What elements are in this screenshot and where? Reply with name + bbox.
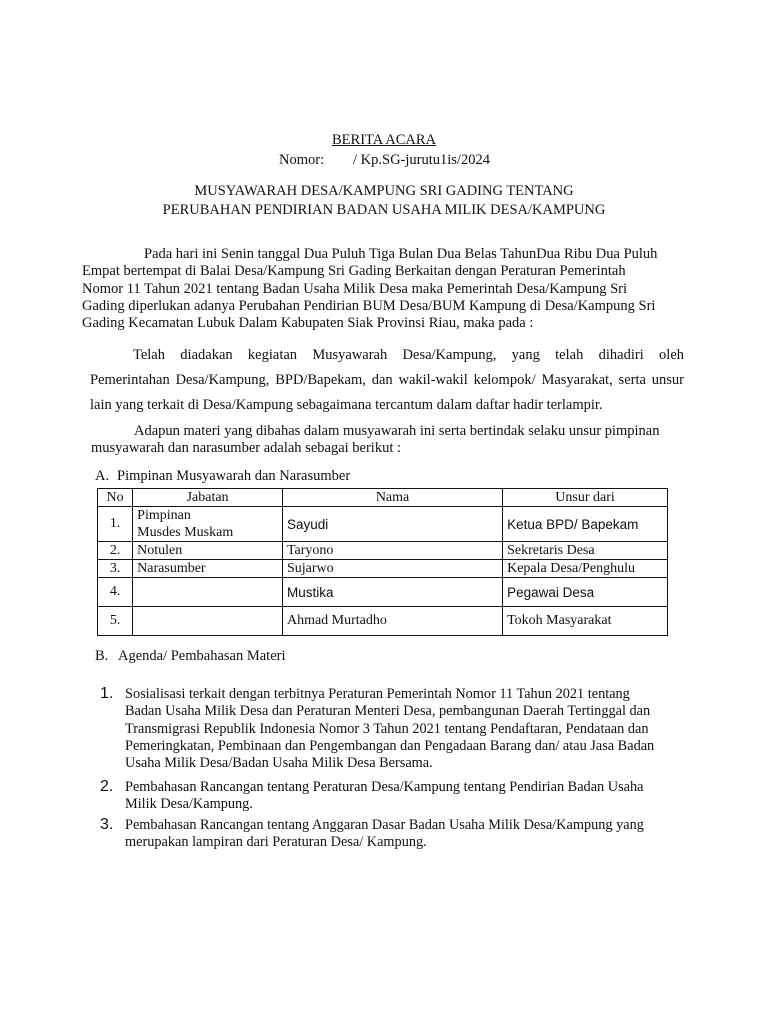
agenda-item-text [125, 779, 644, 814]
text-line: Pemeringkatan, Pembinaan dan Pengembangan dan Pengadaan Barang dan/ atau Jasa Badan [125, 737, 655, 754]
cell-jabatan [133, 578, 283, 607]
text-line: Milik Desa/Kampung. [125, 796, 253, 813]
column-header-unsur: Unsur dari [503, 489, 668, 507]
nomor-label: Nomor: [279, 152, 325, 168]
text-line: Sosialisasi terkait dengan terbitnya Peraturan Pemerintah Nomor 11 Tahun 2021 tentang [125, 686, 630, 702]
section-a-title: Pimpinan Musyawarah dan Narasumber [117, 468, 351, 484]
table-row [98, 578, 668, 607]
table-row [98, 607, 668, 636]
cell-unsur: Sekretaris Desa [503, 542, 668, 560]
cell-unsur: Kepala Desa/Penghulu [503, 560, 668, 578]
text-line: musyawarah dan narasumber adalah sebagai berikut : [91, 440, 402, 457]
agenda-item-text [125, 817, 644, 852]
column-header-jabatan: Jabatan [133, 489, 283, 507]
column-header-nama: Nama [282, 489, 502, 507]
section-b-title: Agenda/ Pembahasan Materi [118, 648, 286, 664]
cell-jabatan: Notulen [133, 542, 283, 560]
agenda-item-text [125, 686, 654, 772]
document-title: BERITA ACARA [332, 132, 436, 148]
text-line: Pembahasan Rancangan tentang Peraturan Desa/Kampung tentang Pendirian Badan Usaha [125, 779, 644, 795]
section-a-label: A. [95, 468, 110, 484]
text-line: Gading Kecamatan Lubuk Dalam Kabupaten Siak Provinsi Riau, maka pada : [82, 315, 534, 332]
cell-unsur: Pegawai Desa [503, 578, 668, 607]
cell-no: 3. [98, 560, 133, 578]
text-line: Gading diperlukan adanya Perubahan Pendirian BUM Desa/BUM Kampung di Desa/Kampung Sri [82, 297, 656, 314]
table-row [98, 507, 668, 542]
table-header-row [98, 489, 668, 507]
cell-unsur: Tokoh Masyarakat [503, 607, 668, 636]
cell-jabatan-line: Pimpinan [137, 508, 191, 523]
text-line: Usaha Milik Desa/Badan Usaha Milik Desa Bersama. [125, 755, 433, 772]
text-line: Empat bertempat di Balai Desa/Kampung Sri Gading Berkaitan dengan Peraturan Pemerintah [82, 263, 626, 280]
cell-no: 4. [98, 578, 133, 607]
paragraph-materials [91, 423, 691, 458]
cell-no: 2. [98, 542, 133, 560]
text-line: Pembahasan Rancangan tentang Anggaran Dasar Badan Usaha Milik Desa/Kampung yang [125, 817, 644, 833]
text-line: Adapun materi yang dibahas dalam musyawarah ini serta bertindak selaku unsur pimpinan [134, 423, 660, 439]
cell-jabatan: Narasumber [133, 560, 283, 578]
column-header-no: No [98, 489, 133, 507]
section-b-label: B. [95, 648, 109, 664]
cell-jabatan [133, 607, 283, 636]
text-line: Telah diadakan kegiatan Musyawarah Desa/Kampung, yang telah dihadiri oleh [133, 347, 684, 363]
text-line: Nomor 11 Tahun 2021 tentang Badan Usaha Milik Desa maka Pemerintah Desa/Kampung Sri [82, 280, 628, 297]
cell-jabatan-line: Musdes Muskam [137, 525, 234, 540]
paragraph-opening [82, 246, 682, 332]
text-line: Badan Usaha Milik Desa dan Peraturan Menteri Desa, pembangunan Daerah Tertinggal dan [125, 703, 651, 720]
text-line: Pemerintahan Desa/Kampung, BPD/Bapekam, dan wakil-wakil kelompok/ Masyarakat, serta unsur [90, 372, 684, 388]
cell-no: 1. [98, 507, 133, 542]
agenda-item-number: 2. [100, 778, 114, 795]
cell-nama: Ahmad Murtadho [282, 607, 502, 636]
subtitle-line-2: PERUBAHAN PENDIRIAN BADAN USAHA MILIK DESA/KAMPUNG [162, 202, 606, 218]
cell-jabatan [133, 507, 283, 542]
cell-nama: Sujarwo [282, 560, 502, 578]
cell-nama: Taryono [282, 542, 502, 560]
text-line: merupakan lampiran dari Peraturan Desa/ Kampung. [125, 834, 427, 851]
text-line: lain yang terkait di Desa/Kampung sebagaimana tercantum dalam daftar hadir terlampir. [90, 397, 603, 413]
agenda-item-number: 1. [100, 685, 114, 702]
cell-unsur: Ketua BPD/ Bapekam [503, 507, 668, 542]
text-line: Transmigrasi Republik Indonesia Nomor 3 Tahun 2021 tentang Pendaftaran, Pendataan dan [125, 720, 649, 737]
table-row [98, 542, 668, 560]
table-row [98, 560, 668, 578]
leadership-table [97, 488, 668, 636]
nomor-value: / Kp.SG-jurutu1is/2024 [353, 152, 490, 168]
cell-nama: Sayudi [282, 507, 502, 542]
agenda-item-number: 3. [100, 816, 114, 833]
cell-no: 5. [98, 607, 133, 636]
text-line: Pada hari ini Senin tanggal Dua Puluh Tiga Bulan Dua Belas TahunDua Ribu Dua Puluh [144, 246, 658, 262]
cell-nama: Mustika [282, 578, 502, 607]
paragraph-attendance [90, 343, 684, 418]
subtitle-line-1: MUSYAWARAH DESA/KAMPUNG SRI GADING TENTANG [194, 183, 574, 199]
